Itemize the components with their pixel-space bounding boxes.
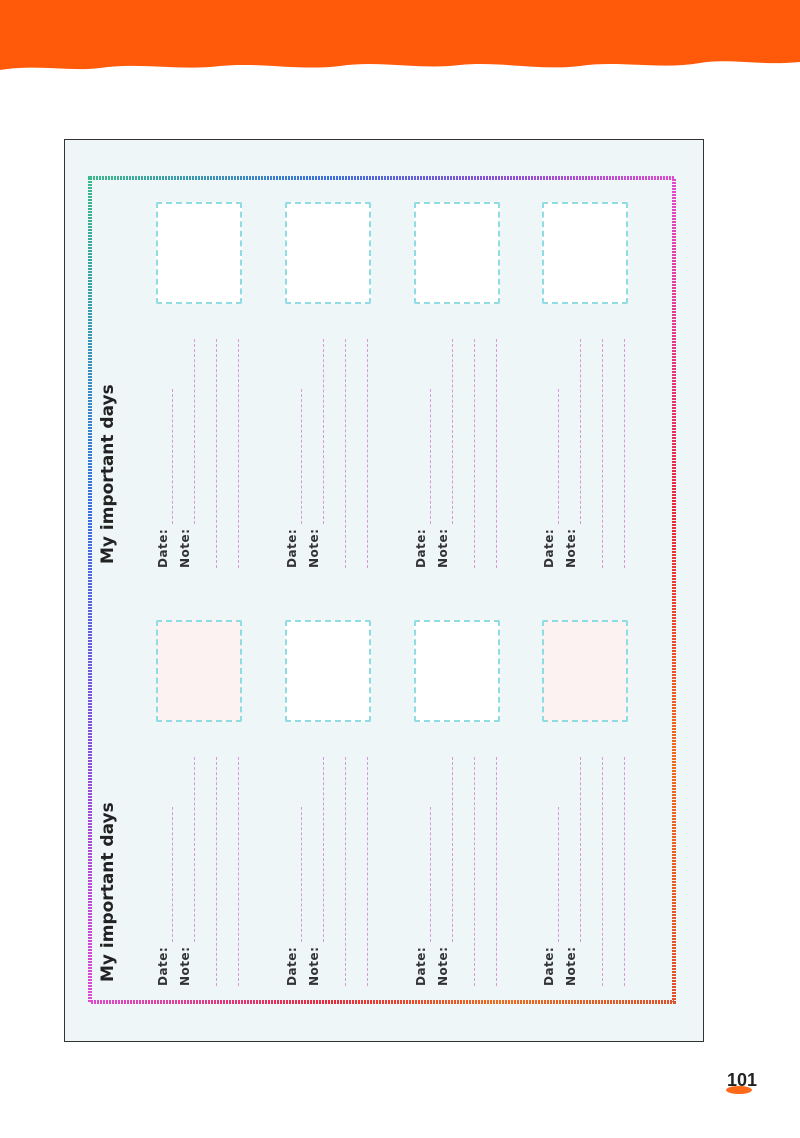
photo-box[interactable] <box>285 202 371 304</box>
date-label: Date: <box>542 946 556 986</box>
note-line[interactable] <box>216 339 217 568</box>
photo-box[interactable] <box>285 620 371 722</box>
note-line[interactable] <box>496 339 497 568</box>
date-label: Date: <box>414 528 428 568</box>
note-line[interactable] <box>452 339 453 524</box>
important-days-panel-2 <box>92 590 674 1000</box>
note-label: Note: <box>178 528 192 568</box>
entry-card <box>536 172 664 582</box>
entry-card <box>150 590 278 1000</box>
photo-box[interactable] <box>414 202 500 304</box>
note-label: Note: <box>436 946 450 986</box>
note-line[interactable] <box>323 757 324 942</box>
important-days-panel-1 <box>92 172 674 582</box>
date-label: Date: <box>285 528 299 568</box>
photo-box[interactable] <box>542 202 628 304</box>
note-label: Note: <box>564 946 578 986</box>
note-line[interactable] <box>345 757 346 986</box>
date-label: Date: <box>285 946 299 986</box>
entry-card <box>150 172 278 582</box>
note-line[interactable] <box>367 757 368 986</box>
note-label: Note: <box>307 946 321 986</box>
note-line[interactable] <box>624 339 625 568</box>
entry-card <box>408 172 536 582</box>
entry-card <box>279 590 407 1000</box>
note-label: Note: <box>436 528 450 568</box>
note-label: Note: <box>564 528 578 568</box>
date-label: Date: <box>542 528 556 568</box>
date-label: Date: <box>156 528 170 568</box>
note-line[interactable] <box>216 757 217 986</box>
note-line[interactable] <box>452 757 453 942</box>
note-line[interactable] <box>624 757 625 986</box>
date-line[interactable] <box>301 807 302 942</box>
photo-box[interactable] <box>542 620 628 722</box>
note-line[interactable] <box>238 757 239 986</box>
note-line[interactable] <box>474 339 475 568</box>
date-label: Date: <box>156 946 170 986</box>
note-label: Note: <box>178 946 192 986</box>
date-line[interactable] <box>430 807 431 942</box>
note-line[interactable] <box>323 339 324 524</box>
entry-card <box>408 590 536 1000</box>
panel-title: My important days <box>98 384 118 564</box>
note-line[interactable] <box>194 757 195 942</box>
date-line[interactable] <box>430 389 431 524</box>
entry-card <box>279 172 407 582</box>
date-line[interactable] <box>172 807 173 942</box>
photo-box[interactable] <box>414 620 500 722</box>
photo-box[interactable] <box>156 620 242 722</box>
panel-title: My important days <box>98 802 118 982</box>
date-line[interactable] <box>558 389 559 524</box>
note-line[interactable] <box>602 757 603 986</box>
note-line[interactable] <box>194 339 195 524</box>
note-line[interactable] <box>238 339 239 568</box>
photo-box[interactable] <box>156 202 242 304</box>
note-label: Note: <box>307 528 321 568</box>
date-line[interactable] <box>558 807 559 942</box>
date-line[interactable] <box>172 389 173 524</box>
note-line[interactable] <box>602 339 603 568</box>
note-line[interactable] <box>580 339 581 524</box>
note-line[interactable] <box>345 339 346 568</box>
date-label: Date: <box>414 946 428 986</box>
date-line[interactable] <box>301 389 302 524</box>
entry-card <box>536 590 664 1000</box>
note-line[interactable] <box>367 339 368 568</box>
note-line[interactable] <box>580 757 581 942</box>
page-number: 101 <box>727 1070 758 1090</box>
note-line[interactable] <box>474 757 475 986</box>
note-line[interactable] <box>496 757 497 986</box>
